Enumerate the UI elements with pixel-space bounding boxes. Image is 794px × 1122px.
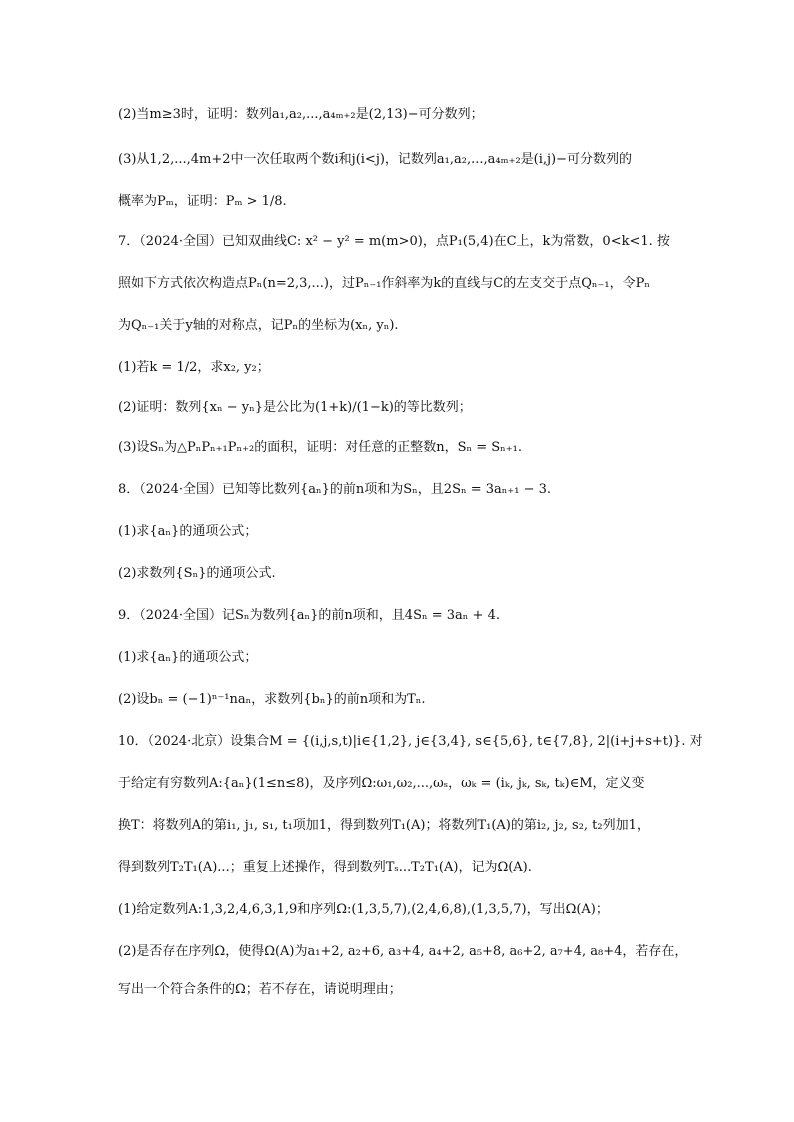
item-6-part-2: (2)当m≥3时，证明：数列a₁,a₂,...,a₄ₘ₊₂是(2,13)−可分数列；: [118, 107, 484, 122]
item-7-stem-line-3: 为Qₙ₋₁关于y轴的对称点，记Pₙ的坐标为(xₙ, yₙ).: [118, 318, 399, 333]
item-8-part-2: (2)求数列{Sₙ}的通项公式.: [118, 566, 276, 581]
item-10-part-2-line-2: 写出一个符合条件的Ω；若不存在，请说明理由；: [118, 982, 402, 997]
item-10-stem-line-3: 换T：将数列A的第i₁, j₁, s₁, t₁项加1，得到数列T₁(A)；将数列T₁(A)的第i₂, j₂, s₂, t₂列加1，: [118, 818, 650, 833]
item-10-part-2-line-1: (2)是否存在序列Ω，使得Ω(A)为a₁+2, a₂+6, a₃+4, a₄+2, a₅+8, a₆+2, a₇+4, a₈+4，若存在，: [118, 944, 688, 959]
item-9-part-1: (1)求{aₙ}的通项公式；: [118, 650, 258, 665]
item-7-part-3: (3)设Sₙ为△PₙPₙ₊₁Pₙ₊₂的面积，证明：对任意的正整数n，Sₙ = Sₙ₊₁.: [118, 440, 522, 455]
item-7-part-1: (1)若k = 1/2，求x₂, y₂；: [118, 360, 270, 375]
item-8-stem: 8．（2024·全国）已知等比数列{aₙ}的前n项和为Sₙ，且2Sₙ = 3aₙ₊₁ − 3.: [118, 482, 552, 497]
item-8-part-1: (1)求{aₙ}的通项公式；: [118, 524, 258, 539]
item-9-part-2: (2)设bₙ = (−1)ⁿ⁻¹naₙ，求数列{bₙ}的前n项和为Tₙ.: [118, 692, 426, 707]
item-7-stem-line-1: 7．（2024·全国）已知双曲线C: x² − y² = m(m>0)，点P₁(5,4)在C上，k为常数，0<k<1. 按: [118, 234, 670, 249]
item-10-stem-line-1: 10．（2024·北京）设集合M = {(i,j,s,t)|i∈{1,2}, j∈{3,4}, s∈{5,6}, t∈{7,8}, 2|(i+j+s+t)}. 对: [118, 734, 703, 749]
item-7-part-2: (2)证明：数列{xₙ − yₙ}是公比为(1+k)/(1−k)的等比数列；: [118, 400, 472, 415]
item-10-part-1: (1)给定数列A:1,3,2,4,6,3,1,9和序列Ω:(1,3,5,7),(2,4,6,8),(1,3,5,7)，写出Ω(A)；: [118, 902, 609, 917]
item-10-stem-line-4: 得到数列T₂T₁(A)...；重复上述操作，得到数列Tₛ...T₂T₁(A)，记为Ω(A).: [118, 860, 532, 875]
item-6-part-3-line-2: 概率为Pₘ，证明：Pₘ > 1/8.: [118, 194, 287, 209]
item-6-part-3-line-1: (3)从1,2,...,4m+2中一次任取两个数i和j(i<j)，记数列a₁,a₂,...,a₄ₘ₊₂是(i,j)−可分数列的: [118, 152, 633, 167]
item-7-stem-line-2: 照如下方式依次构造点Pₙ(n=2,3,...)，过Pₙ₋₁作斜率为k的直线与C的左支交于点Qₙ₋₁，令Pₙ: [118, 276, 650, 291]
item-9-stem: 9．（2024·全国）记Sₙ为数列{aₙ}的前n项和，且4Sₙ = 3aₙ + 4.: [118, 608, 500, 623]
item-10-stem-line-2: 于给定有穷数列A:{aₙ}(1≤n≤8)，及序列Ω:ω₁,ω₂,...,ωₛ，ωₖ = (iₖ, jₖ, sₖ, tₖ)∈M，定义变: [118, 776, 645, 791]
